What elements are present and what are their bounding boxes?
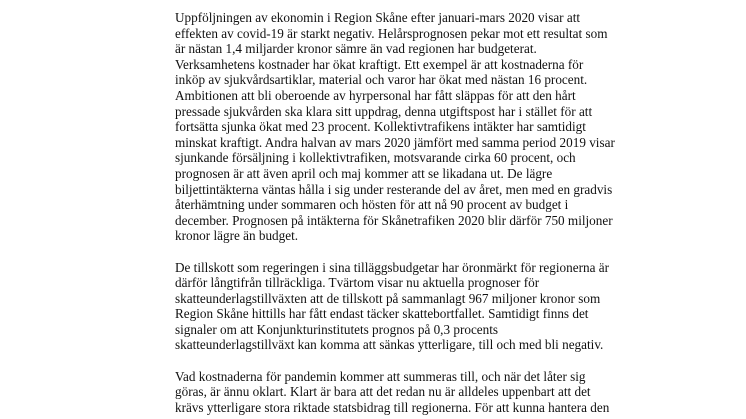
text-line: kronor lägre än budget. <box>175 228 299 244</box>
text-line: Region Skåne hittills har fått endast täcker skattebortfallet. Samtidigt finns det <box>175 306 589 322</box>
text-line: därför långtifrån tillräckliga. Tvärtom visar nu aktuella prognoser för <box>175 275 540 291</box>
text-line: fortsätta sjunka ökat med 23 procent. Kollektivtrafikens intäkter har samtidigt <box>175 119 586 135</box>
text-line: december. Prognosen på intäkterna för Skånetrafiken 2020 blir därför 750 miljoner <box>175 212 613 228</box>
text-line: signaler om att Konjunkturinstitutets prognos på 0,3 procents <box>175 321 499 337</box>
text-line: återhämtning under sommaren och hösten för att nå 90 procent av budget i <box>175 197 569 213</box>
paragraph-government-contributions <box>175 260 645 354</box>
text-line: Uppföljningen av ekonomin i Region Skåne efter januari-mars 2020 visar att <box>175 10 581 25</box>
paragraph-pandemic-costs <box>175 369 645 416</box>
text-line: Ambitionen att bli oberoende av hyrpersonal har fått släppas för att den hårt <box>175 87 576 103</box>
text-line: göras, är ännu oklart. Klart är bara att det redan nu är alldeles uppenbart att det <box>175 384 591 400</box>
paragraph-economy-followup <box>175 10 645 244</box>
text-line: sjunkande försäljning i kollektivtrafiken, motsvarande cirka 60 procent, och <box>175 150 576 166</box>
text-line: Verksamhetens kostnader har ökat kraftigt. Ett exempel är att kostnaderna för <box>175 56 584 72</box>
text-line: minskat kraftigt. Andra halvan av mars 2020 jämfört med samma period 2019 visar <box>175 134 615 150</box>
text-line: skatteunderlagstillväxt kan komma att sänkas ytterligare, till och med bli negativ. <box>175 337 604 353</box>
document-body <box>175 10 645 419</box>
text-line: är nästan 1,4 miljarder kronor sämre än vad regionen har budgeterat. <box>175 41 537 57</box>
text-line: De tillskott som regeringen i sina tilläggsbudgetar har öronmärkt för regionerna är <box>175 259 609 275</box>
text-line: prognosen är att även april och maj kommer att se likadana ut. De lägre <box>175 165 553 181</box>
text-line: biljettintäkterna väntas hålla i sig under resterande del av året, men med en gradvis <box>175 181 613 197</box>
text-line: skatteunderlagstillväxten att de tillskott på sammanlagt 967 miljoner kronor som <box>175 290 601 306</box>
text-line: pressade sjukvården ska klara sitt uppdrag, denna utgiftspost har i stället för att <box>175 103 593 119</box>
text-line: Vad kostnaderna för pandemin kommer att summeras till, och när det låter sig <box>175 368 586 384</box>
text-line: inköp av sjukvårdsartiklar, material och varor har ökat med nästan 16 procent. <box>175 72 588 88</box>
text-line: effekten av covid-19 är starkt negativ. Helårsprognosen pekar mot ett resultat som <box>175 25 608 41</box>
text-line: krävs ytterligare stora riktade statsbidrag till regionerna. För att kunna hantera den <box>175 399 610 415</box>
